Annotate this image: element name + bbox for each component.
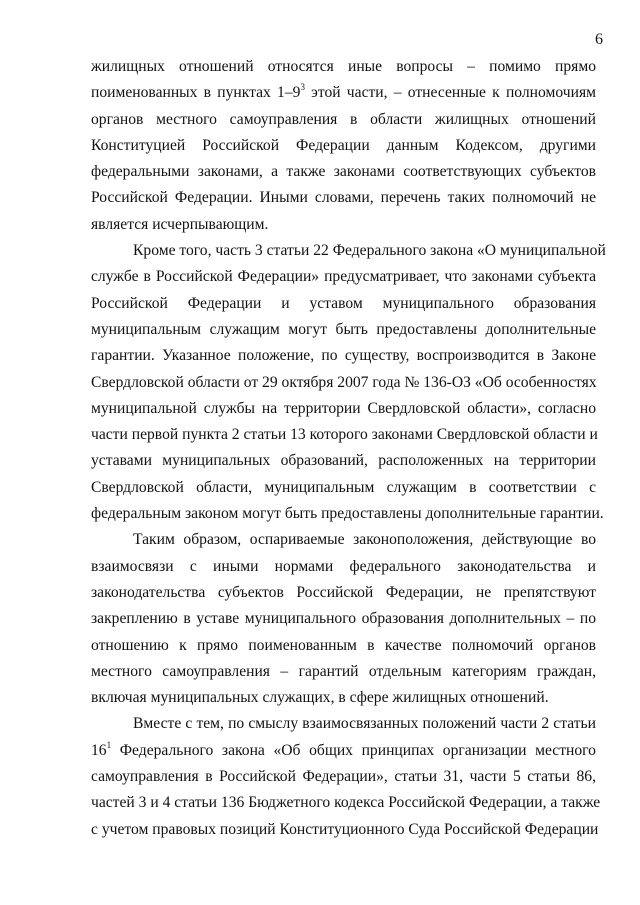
paragraph-first-line: Таким образом, оспариваемые законоположения, действующие во bbox=[133, 531, 596, 549]
text-fragment: 16 bbox=[91, 741, 107, 759]
text-line: муниципальным служащим могут быть предоставлены дополнительные bbox=[91, 320, 596, 338]
text-line: муниципальной службы на территории Свердловской области», согласно bbox=[91, 399, 596, 417]
text-fragment: поименованных в пунктах 1–9 bbox=[91, 84, 301, 102]
text-fragment: Федерального закона «Об общих принципах организации местного bbox=[119, 741, 596, 759]
text-line: Свердловской области, муниципальным служащим в соответствии с bbox=[91, 478, 596, 496]
text-line: уставами муниципальных образований, расположенных на территории bbox=[91, 452, 596, 470]
superscript: 1 bbox=[106, 739, 112, 750]
body-text bbox=[91, 54, 606, 843]
text-line: законодательства субъектов Российской Федерации, не препятствуют bbox=[91, 583, 596, 601]
text-line: гарантии. Указанное положение, по существу, воспроизводится в Законе bbox=[91, 347, 596, 365]
paragraph-first-line: Вместе с тем, по смыслу взаимосвязанных положений части 2 статьи bbox=[133, 715, 596, 733]
text-line: взаимосвязи с иными нормами федерального законодательства и bbox=[91, 557, 596, 575]
text-line: органов местного самоуправления в области жилищных отношений bbox=[91, 110, 596, 128]
text-line: местного самоуправления – гарантий отдельным категориям граждан, bbox=[91, 662, 596, 680]
text-line: Свердловской области от 29 октября 2007 года № 136-ОЗ «Об особенностях bbox=[91, 373, 597, 391]
text-line: самоуправления в Российской Федерации», статьи 31, части 5 статьи 86, bbox=[91, 768, 596, 786]
paragraph-first-line: Кроме того, часть 3 статьи 22 Федерального закона «О муниципальной bbox=[133, 242, 606, 260]
text-line: является исчерпывающим. bbox=[91, 215, 269, 233]
page-number: 6 bbox=[595, 31, 603, 48]
text-line: Российской Федерации. Иными словами, перечень таких полномочий не bbox=[91, 189, 596, 207]
text-line: Конституцией Российской Федерации данным Кодексом, другими bbox=[91, 136, 596, 154]
text-line: частей 3 и 4 статьи 136 Бюджетного кодекса Российской Федерации, а также bbox=[91, 794, 601, 812]
text-line: с учетом правовых позиций Конституционного Суда Российской Федерации bbox=[91, 820, 599, 838]
text-line: части первой пункта 2 статьи 13 которого законами Свердловской области и bbox=[91, 426, 598, 444]
text-line: закреплению в уставе муниципального образования дополнительных – по bbox=[91, 610, 596, 628]
text-line: жилищных отношений относятся иные вопросы – помимо прямо bbox=[91, 58, 596, 75]
text-line: службе в Российской Федерации» предусматривает, что законами субъекта bbox=[91, 268, 596, 286]
text-fragment: этой части, – отнесенные к полномочиям bbox=[311, 84, 596, 102]
text-line: федеральными законами, а также законами соответствующих субъектов bbox=[91, 163, 596, 181]
superscript: 3 bbox=[300, 82, 305, 93]
text-line bbox=[91, 738, 596, 764]
text-line: отношению к прямо поименованным в качестве полномочий органов bbox=[91, 636, 596, 654]
text-line: Российской Федерации и уставом муниципального образования bbox=[91, 294, 596, 312]
text-line bbox=[91, 80, 596, 106]
text-line: включая муниципальных служащих, в сфере жилищных отношений. bbox=[91, 689, 549, 707]
text-line: федеральным законом могут быть предоставлены дополнительные гарантии. bbox=[91, 505, 604, 523]
